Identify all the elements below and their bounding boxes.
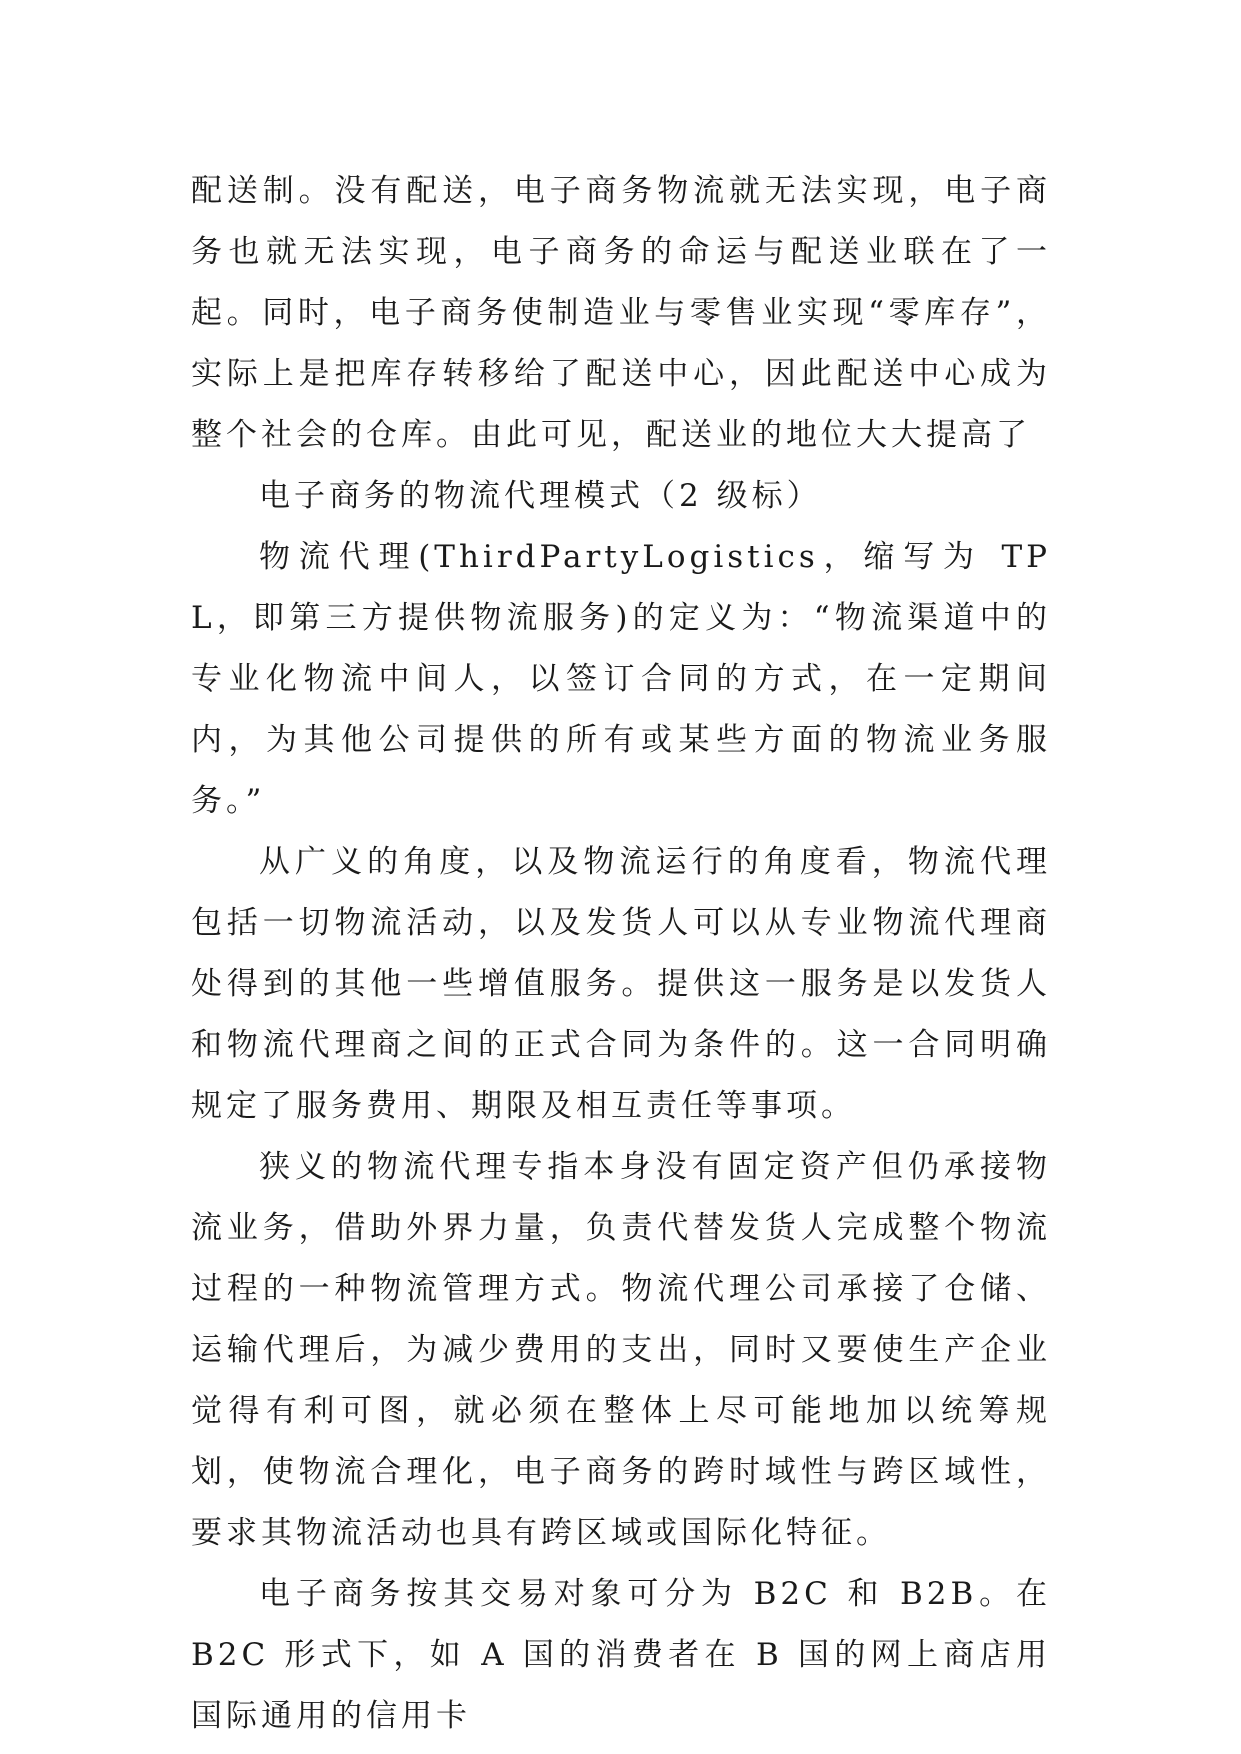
paragraph-continuation: 配送制。没有配送，电子商务物流就无法实现，电子商务也就无法实现，电子商务的命运与配送业联在了一起。同时，电子商务使制造业与零售业实现“零库存”，实际上是把库存转移给了配送中心，因此配送中心成为整个社会的仓库。由此可见，配送业的地位大大提高了 <box>191 173 1051 453</box>
section-heading: 电子商务的物流代理模式（2 级标） <box>259 478 822 514</box>
paragraph-broad-sense: 从广义的角度，以及物流运行的角度看，物流代理包括一切物流活动，以及发货人可以从专业物流代理商处得到的其他一些增值服务。提供这一服务是以发货人和物流代理商之间的正式合同为条件的。这一合同明确规定了服务费用、期限及相互责任等事项。 <box>191 844 1051 1124</box>
paragraph-narrow-sense: 狭义的物流代理专指本身没有固定资产但仍承接物流业务，借助外界力量，负责代替发货人完成整个物流过程的一种物流管理方式。物流代理公司承接了仓储、运输代理后，为减少费用的支出，同时又要使生产企业觉得有利可图，就必须在整体上尽可能地加以统筹规划，使物流合理化，电子商务的跨时域性与跨区域性，要求其物流活动也具有跨区域或国际化特征。 <box>191 1149 1051 1551</box>
paragraph-transaction-types: 电子商务按其交易对象可分为 B2C 和 B2B。在 B2C 形式下，如 A 国的消费者在 B 国的网上商店用国际通用的信用卡 <box>191 1576 1051 1734</box>
document-body <box>191 161 1051 1747</box>
paragraph-definition: 物流代理(ThirdPartyLogistics，缩写为 TPL，即第三方提供物流服务)的定义为：“物流渠道中的专业化物流中间人，以签订合同的方式，在一定期间内，为其他公司提供的所有或某些方面的物流业务服务。” <box>191 539 1051 819</box>
